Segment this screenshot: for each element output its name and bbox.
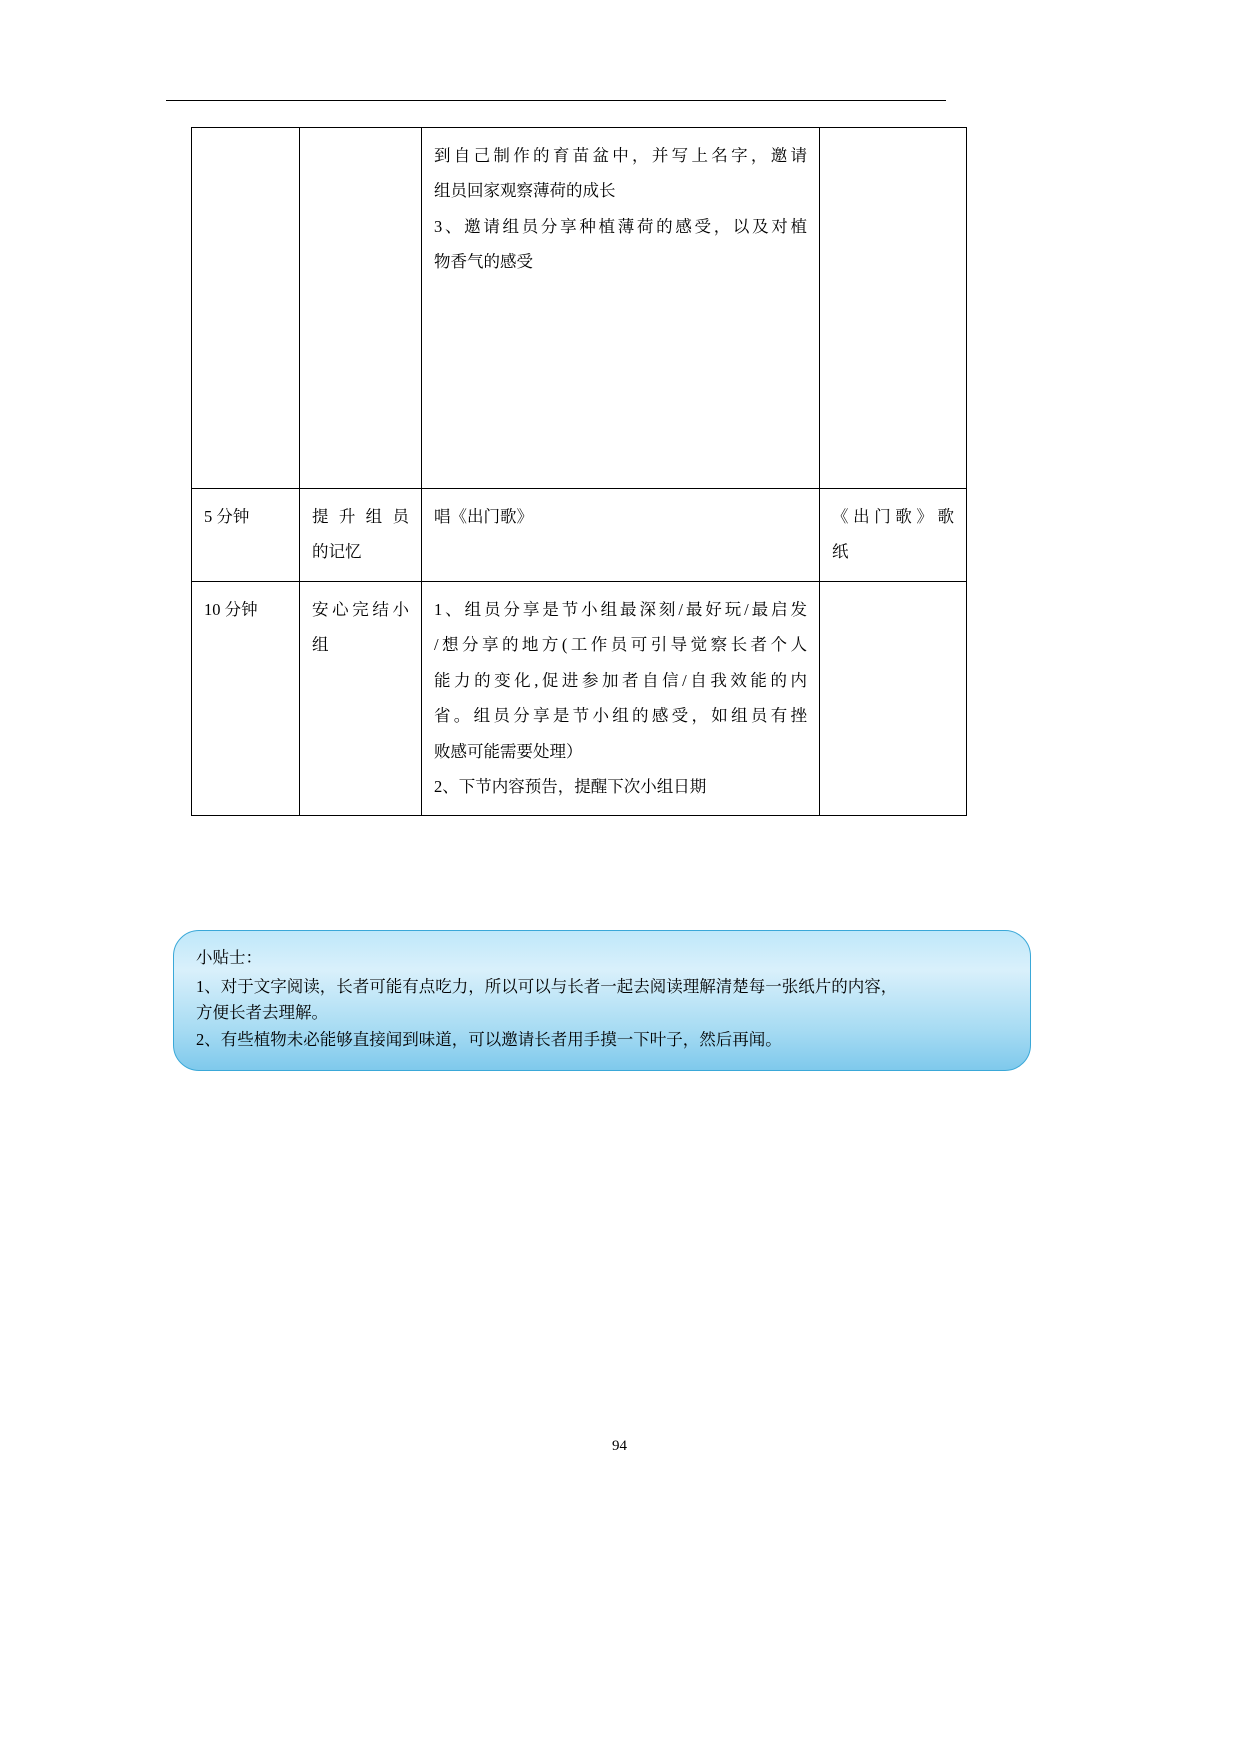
cell-objective <box>300 489 422 582</box>
session-plan-table <box>191 127 967 816</box>
content-line: 到自己制作的育苗盆中，并写上名字，邀请 <box>434 146 807 165</box>
material-line: 《出门歌》歌 <box>832 507 954 526</box>
tips-item: 1、对于文字阅读，长者可能有点吃力，所以可以与长者一起去阅读理解清楚每一张纸片的内容， <box>196 976 898 996</box>
table-row <box>192 582 967 816</box>
content-line: 能力的变化,促进参加者自信/自我效能的内 <box>434 670 807 690</box>
content-line: 2、下节内容预告，提醒下次小组日期 <box>434 777 707 797</box>
tips-item: 方便长者去理解。 <box>196 1003 328 1023</box>
cell-objective <box>300 582 422 816</box>
cell-time <box>192 128 300 489</box>
cell-content <box>422 582 820 816</box>
objective-line: 组 <box>312 635 329 655</box>
objective-line: 安心完结小 <box>312 600 409 619</box>
objective-line: 的记忆 <box>312 542 362 562</box>
content-line: 组员回家观察薄荷的成长 <box>434 181 616 201</box>
content-line: 1、组员分享是节小组最深刻/最好玩/最启发 <box>434 600 807 619</box>
cell-content <box>422 489 820 582</box>
cell-time: 5 分钟 <box>192 489 300 582</box>
table-row <box>192 489 967 582</box>
cell-material <box>820 582 967 816</box>
header-rule <box>166 100 946 101</box>
table-row <box>192 128 967 489</box>
content-line: /想分享的地方(工作员可引导觉察长者个人 <box>434 635 807 655</box>
tips-title: 小贴士： <box>196 948 262 967</box>
content-line: 败感可能需要处理） <box>434 741 583 761</box>
tips-item: 2、有些植物未必能够直接闻到味道，可以邀请长者用手摸一下叶子，然后再闻。 <box>196 1030 782 1050</box>
content-line: 3、邀请组员分享种植薄荷的感受，以及对植 <box>434 216 807 236</box>
material-line: 纸 <box>832 542 849 562</box>
cell-content <box>422 128 820 489</box>
objective-line: 提 升 组 员 <box>312 507 409 526</box>
cell-time: 10 分钟 <box>192 582 300 816</box>
cell-material <box>820 128 967 489</box>
page-number: 94 <box>612 1438 627 1454</box>
content-line: 物香气的感受 <box>434 252 533 272</box>
content-line: 唱《出门歌》 <box>434 507 533 526</box>
tips-callout <box>173 930 1031 1071</box>
cell-objective <box>300 128 422 489</box>
cell-material <box>820 489 967 582</box>
content-line: 省。组员分享是节小组的感受，如组员有挫 <box>434 706 807 726</box>
